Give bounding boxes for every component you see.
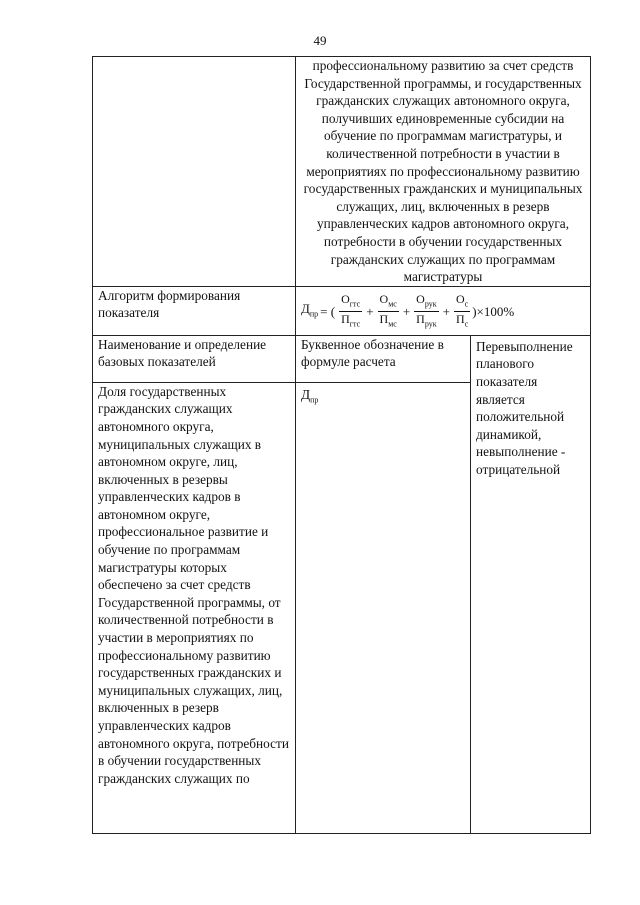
formula-term-mc: $\frac{О_{мс}}{П_{мс}}$ (379, 291, 397, 329)
formula-tail: )×100% (472, 303, 515, 319)
dynamics-cell (471, 335, 591, 833)
intro-text: профессиональному развитию за счет средств Государственной программы, и государственных гражданских служащих автономного округа, получивших единовременные субсидии на обучение по программам магистратуры, и количественной потребности в участии в мероприятиях по профессиональному развитию государственных гражданских и муниципальных служащих, лиц, включенных в резерв управленческих кадров автономного округа, потребности в обучении государственных гражданских служащих по программам магистратуры (303, 58, 583, 285)
indicator-symbol-cell (296, 382, 471, 833)
indicator-definition-cell (93, 382, 296, 833)
formula-term-ruk: $\frac{О_{рук}}{П_{рук}}$ (416, 291, 437, 329)
formula-plus: + (402, 303, 411, 319)
header-cell-name (93, 335, 296, 382)
table-row-header (93, 335, 591, 382)
header-symbol-text: Буквенное обозначение в формуле расчета (301, 336, 444, 370)
intro-text-cell (296, 57, 591, 287)
indicator-table (92, 56, 591, 834)
formula-plus: + (442, 303, 450, 319)
formula-cell (296, 286, 591, 335)
formula-term-c: $\frac{О_с}{П_с}$ (455, 291, 469, 329)
algorithm-label: Алгоритм формирования показателя (98, 287, 241, 321)
header-name-text: Наименование и определение базовых показателей (98, 336, 267, 370)
formula (301, 292, 585, 332)
formula-plus: + (366, 303, 374, 319)
indicator-symbol: $Д_{пр}$ (301, 386, 319, 405)
page-number: 49 (313, 33, 327, 48)
intro-empty-cell (93, 57, 296, 287)
indicator-definition: Доля государственных гражданских служащих автономного округа, муниципальных служащих в автономном округе, лиц, включенных в резервы управленческих кадров в автономном округе, профессиональное развитие и обучение по программам магистратуры которых обеспечено за счет средств Государственной программы, от количественной потребности в участии в мероприятиях по профессиональному развитию государственных гражданских и муниципальных служащих, лиц, включенных в резерв управленческих кадров автономного округа, потребности в обучении государственных гражданских служащих по (98, 383, 289, 786)
algorithm-label-cell (93, 286, 296, 335)
header-cell-symbol (296, 335, 471, 382)
formula-equals: = ( (320, 303, 336, 319)
dynamics-text: Перевыполнение планового показателя является положительной динамикой, невыполнение - отрицательной (476, 338, 573, 477)
table-row-intro (93, 57, 591, 287)
table-row-algorithm (93, 286, 591, 335)
formula-term-gtc: $\frac{О_{гтс}}{П_{гтс}}$ (341, 291, 361, 329)
formula-lhs: $Д_{пр}$ (301, 301, 319, 319)
